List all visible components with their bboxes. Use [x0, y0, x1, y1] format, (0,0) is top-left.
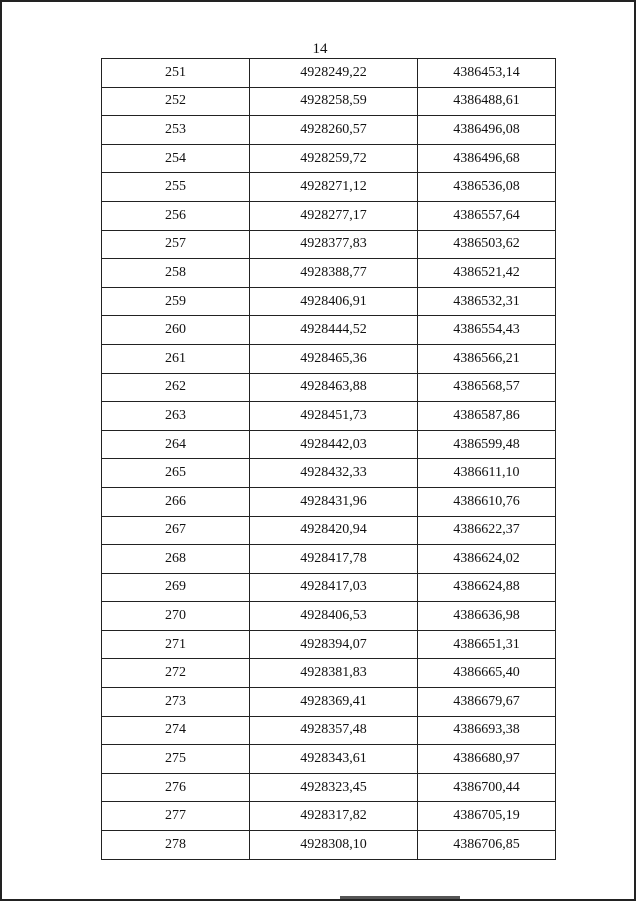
point-number-cell: 263 — [102, 402, 250, 431]
y-coordinate-cell: 4386624,02 — [418, 545, 556, 574]
point-number-cell: 269 — [102, 573, 250, 602]
y-coordinate-cell: 4386636,98 — [418, 602, 556, 631]
table-row — [102, 173, 556, 202]
point-number-cell: 264 — [102, 430, 250, 459]
y-coordinate-cell: 4386566,21 — [418, 344, 556, 373]
table-row — [102, 230, 556, 259]
x-coordinate-cell: 4928323,45 — [250, 773, 418, 802]
point-number-cell: 262 — [102, 373, 250, 402]
y-coordinate-cell: 4386693,38 — [418, 716, 556, 745]
table-row — [102, 688, 556, 717]
point-number-cell: 265 — [102, 459, 250, 488]
point-number-cell: 273 — [102, 688, 250, 717]
table-row — [102, 831, 556, 860]
point-number-cell: 255 — [102, 173, 250, 202]
y-coordinate-cell: 4386521,42 — [418, 259, 556, 288]
point-number-cell: 257 — [102, 230, 250, 259]
point-number-cell: 274 — [102, 716, 250, 745]
table-row — [102, 773, 556, 802]
table-row — [102, 459, 556, 488]
x-coordinate-cell: 4928381,83 — [250, 659, 418, 688]
coordinates-table-body — [102, 59, 556, 860]
table-row — [102, 745, 556, 774]
point-number-cell: 254 — [102, 144, 250, 173]
x-coordinate-cell: 4928394,07 — [250, 630, 418, 659]
y-coordinate-cell: 4386651,31 — [418, 630, 556, 659]
table-row — [102, 602, 556, 631]
point-number-cell: 271 — [102, 630, 250, 659]
y-coordinate-cell: 4386557,64 — [418, 201, 556, 230]
y-coordinate-cell: 4386680,97 — [418, 745, 556, 774]
table-row — [102, 87, 556, 116]
table-row — [102, 802, 556, 831]
point-number-cell: 256 — [102, 201, 250, 230]
coordinates-table — [101, 58, 556, 860]
page-number: 14 — [312, 41, 328, 57]
y-coordinate-cell: 4386622,37 — [418, 516, 556, 545]
y-coordinate-cell: 4386706,85 — [418, 831, 556, 860]
x-coordinate-cell: 4928417,78 — [250, 545, 418, 574]
x-coordinate-cell: 4928357,48 — [250, 716, 418, 745]
x-coordinate-cell: 4928343,61 — [250, 745, 418, 774]
x-coordinate-cell: 4928258,59 — [250, 87, 418, 116]
y-coordinate-cell: 4386503,62 — [418, 230, 556, 259]
point-number-cell: 275 — [102, 745, 250, 774]
point-number-cell: 266 — [102, 487, 250, 516]
y-coordinate-cell: 4386568,57 — [418, 373, 556, 402]
x-coordinate-cell: 4928432,33 — [250, 459, 418, 488]
point-number-cell: 260 — [102, 316, 250, 345]
table-row — [102, 373, 556, 402]
y-coordinate-cell: 4386665,40 — [418, 659, 556, 688]
point-number-cell: 277 — [102, 802, 250, 831]
point-number-cell: 278 — [102, 831, 250, 860]
point-number-cell: 258 — [102, 259, 250, 288]
table-row — [102, 59, 556, 88]
x-coordinate-cell: 4928451,73 — [250, 402, 418, 431]
x-coordinate-cell: 4928388,77 — [250, 259, 418, 288]
y-coordinate-cell: 4386532,31 — [418, 287, 556, 316]
point-number-cell: 259 — [102, 287, 250, 316]
y-coordinate-cell: 4386679,67 — [418, 688, 556, 717]
x-coordinate-cell: 4928417,03 — [250, 573, 418, 602]
y-coordinate-cell: 4386554,43 — [418, 316, 556, 345]
y-coordinate-cell: 4386611,10 — [418, 459, 556, 488]
y-coordinate-cell: 4386610,76 — [418, 487, 556, 516]
x-coordinate-cell: 4928377,83 — [250, 230, 418, 259]
table-row — [102, 201, 556, 230]
point-number-cell: 252 — [102, 87, 250, 116]
y-coordinate-cell: 4386496,08 — [418, 116, 556, 145]
point-number-cell: 267 — [102, 516, 250, 545]
point-number-cell: 253 — [102, 116, 250, 145]
table-row — [102, 516, 556, 545]
y-coordinate-cell: 4386624,88 — [418, 573, 556, 602]
x-coordinate-cell: 4928444,52 — [250, 316, 418, 345]
point-number-cell: 261 — [102, 344, 250, 373]
x-coordinate-cell: 4928431,96 — [250, 487, 418, 516]
table-row — [102, 116, 556, 145]
y-coordinate-cell: 4386587,86 — [418, 402, 556, 431]
x-coordinate-cell: 4928442,03 — [250, 430, 418, 459]
x-coordinate-cell: 4928271,12 — [250, 173, 418, 202]
table-row — [102, 659, 556, 688]
x-coordinate-cell: 4928277,17 — [250, 201, 418, 230]
y-coordinate-cell: 4386536,08 — [418, 173, 556, 202]
x-coordinate-cell: 4928260,57 — [250, 116, 418, 145]
x-coordinate-cell: 4928406,53 — [250, 602, 418, 631]
y-coordinate-cell: 4386496,68 — [418, 144, 556, 173]
y-coordinate-cell: 4386488,61 — [418, 87, 556, 116]
table-row — [102, 402, 556, 431]
table-row — [102, 430, 556, 459]
point-number-cell: 270 — [102, 602, 250, 631]
table-row — [102, 487, 556, 516]
x-coordinate-cell: 4928465,36 — [250, 344, 418, 373]
x-coordinate-cell: 4928369,41 — [250, 688, 418, 717]
point-number-cell: 268 — [102, 545, 250, 574]
table-row — [102, 144, 556, 173]
x-coordinate-cell: 4928249,22 — [250, 59, 418, 88]
point-number-cell: 276 — [102, 773, 250, 802]
point-number-cell: 272 — [102, 659, 250, 688]
table-row — [102, 630, 556, 659]
table-row — [102, 287, 556, 316]
scan-edge-mark — [340, 896, 460, 899]
x-coordinate-cell: 4928463,88 — [250, 373, 418, 402]
point-number-cell: 251 — [102, 59, 250, 88]
table-row — [102, 716, 556, 745]
table-row — [102, 545, 556, 574]
x-coordinate-cell: 4928259,72 — [250, 144, 418, 173]
y-coordinate-cell: 4386453,14 — [418, 59, 556, 88]
x-coordinate-cell: 4928317,82 — [250, 802, 418, 831]
table-row — [102, 316, 556, 345]
y-coordinate-cell: 4386599,48 — [418, 430, 556, 459]
x-coordinate-cell: 4928420,94 — [250, 516, 418, 545]
table-row — [102, 259, 556, 288]
table-row — [102, 344, 556, 373]
y-coordinate-cell: 4386700,44 — [418, 773, 556, 802]
x-coordinate-cell: 4928308,10 — [250, 831, 418, 860]
x-coordinate-cell: 4928406,91 — [250, 287, 418, 316]
y-coordinate-cell: 4386705,19 — [418, 802, 556, 831]
table-row — [102, 573, 556, 602]
